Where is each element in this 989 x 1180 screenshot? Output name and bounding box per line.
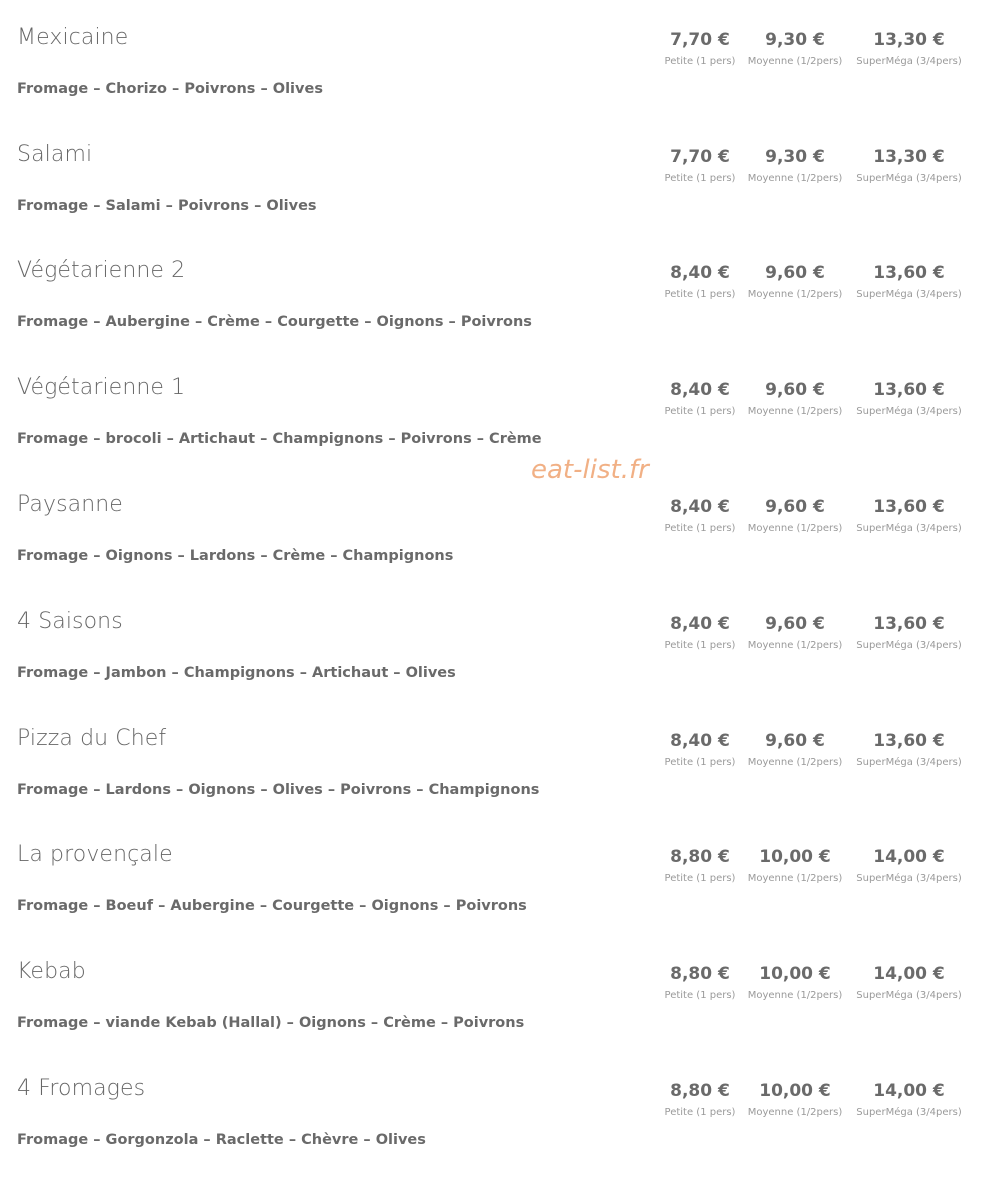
- price-value: 8,40 €: [670, 380, 730, 400]
- size-label: SuperMéga (3/4pers): [856, 757, 962, 768]
- menu-item: [0, 233, 989, 350]
- price-large: [849, 145, 969, 185]
- price-value: 13,60 €: [873, 380, 945, 400]
- item-description: Fromage – Oignons – Lardons – Crème – Champignons: [17, 548, 454, 564]
- size-label: SuperMéga (3/4pers): [856, 1107, 962, 1118]
- size-label: Moyenne (1/2pers): [747, 1107, 843, 1118]
- item-name: Végétarienne 2: [17, 258, 186, 283]
- menu-item: [0, 467, 989, 584]
- item-name: Salami: [17, 142, 93, 167]
- price-medium: [740, 145, 850, 185]
- item-name: 4 Saisons: [17, 609, 123, 634]
- size-label: Petite (1 pers): [664, 406, 736, 417]
- item-description: Fromage – viande Kebab (Hallal) – Oignons – Crème – Poivrons: [17, 1015, 525, 1031]
- price-value: 14,00 €: [873, 964, 945, 984]
- price-value: 7,70 €: [670, 147, 730, 167]
- size-label: Petite (1 pers): [664, 640, 736, 651]
- price-value: 9,30 €: [765, 30, 825, 50]
- price-value: 8,40 €: [670, 614, 730, 634]
- item-description: Fromage – Boeuf – Aubergine – Courgette – Oignons – Poivrons: [17, 898, 527, 914]
- price-value: 13,30 €: [873, 30, 945, 50]
- size-label: Petite (1 pers): [664, 523, 736, 534]
- size-label: SuperMéga (3/4pers): [856, 406, 962, 417]
- price-small: [660, 729, 740, 769]
- menu-item: [0, 584, 989, 701]
- size-label: Moyenne (1/2pers): [747, 56, 843, 67]
- size-label: Petite (1 pers): [664, 873, 736, 884]
- price-value: 9,60 €: [765, 731, 825, 751]
- menu-item: [0, 1051, 989, 1168]
- price-value: 10,00 €: [759, 847, 831, 867]
- item-description: Fromage – Aubergine – Crème – Courgette – Oignons – Poivrons: [17, 314, 532, 330]
- price-medium: [740, 28, 850, 68]
- item-description: Fromage – brocoli – Artichaut – Champignons – Poivrons – Crème: [17, 431, 542, 447]
- item-name: Kebab: [17, 959, 86, 984]
- size-label: Moyenne (1/2pers): [747, 990, 843, 1001]
- item-description: Fromage – Lardons – Oignons – Olives – Poivrons – Champignons: [17, 782, 540, 798]
- size-label: Petite (1 pers): [664, 173, 736, 184]
- price-medium: [740, 729, 850, 769]
- size-label: Moyenne (1/2pers): [747, 173, 843, 184]
- price-small: [660, 612, 740, 652]
- price-large: [849, 962, 969, 1002]
- price-small: [660, 261, 740, 301]
- price-large: [849, 495, 969, 535]
- price-value: 9,30 €: [765, 147, 825, 167]
- price-value: 8,40 €: [670, 263, 730, 283]
- menu-item: [0, 350, 989, 467]
- price-value: 13,60 €: [873, 614, 945, 634]
- price-value: 8,80 €: [670, 847, 730, 867]
- price-medium: [740, 612, 850, 652]
- size-label: Petite (1 pers): [664, 757, 736, 768]
- price-value: 13,60 €: [873, 263, 945, 283]
- price-small: [660, 1079, 740, 1119]
- item-name: Mexicaine: [17, 25, 129, 50]
- price-value: 8,80 €: [670, 964, 730, 984]
- price-value: 13,30 €: [873, 147, 945, 167]
- price-value: 13,60 €: [873, 731, 945, 751]
- menu-item: [0, 0, 989, 117]
- menu-item: [0, 117, 989, 234]
- menu-item: [0, 934, 989, 1051]
- item-name: 4 Fromages: [17, 1076, 146, 1101]
- price-large: [849, 378, 969, 418]
- price-large: [849, 261, 969, 301]
- size-label: Petite (1 pers): [664, 1107, 736, 1118]
- price-large: [849, 729, 969, 769]
- item-name: Végétarienne 1: [17, 375, 186, 400]
- price-medium: [740, 845, 850, 885]
- item-description: Fromage – Gorgonzola – Raclette – Chèvre – Olives: [17, 1132, 426, 1148]
- size-label: Moyenne (1/2pers): [747, 406, 843, 417]
- price-value: 9,60 €: [765, 614, 825, 634]
- size-label: Moyenne (1/2pers): [747, 873, 843, 884]
- price-medium: [740, 1079, 850, 1119]
- price-value: 9,60 €: [765, 380, 825, 400]
- price-small: [660, 845, 740, 885]
- price-value: 8,80 €: [670, 1081, 730, 1101]
- item-name: Pizza du Chef: [17, 726, 167, 751]
- size-label: SuperMéga (3/4pers): [856, 640, 962, 651]
- price-medium: [740, 495, 850, 535]
- price-small: [660, 28, 740, 68]
- size-label: SuperMéga (3/4pers): [856, 173, 962, 184]
- item-name: La provençale: [17, 842, 173, 867]
- item-name: Paysanne: [17, 492, 123, 517]
- price-value: 10,00 €: [759, 964, 831, 984]
- size-label: Moyenne (1/2pers): [747, 289, 843, 300]
- size-label: Petite (1 pers): [664, 56, 736, 67]
- size-label: SuperMéga (3/4pers): [856, 56, 962, 67]
- item-description: Fromage – Jambon – Champignons – Artichaut – Olives: [17, 665, 456, 681]
- price-medium: [740, 378, 850, 418]
- price-value: 13,60 €: [873, 497, 945, 517]
- size-label: Moyenne (1/2pers): [747, 523, 843, 534]
- price-value: 14,00 €: [873, 1081, 945, 1101]
- item-description: Fromage – Chorizo – Poivrons – Olives: [17, 81, 323, 97]
- watermark: eat-list.fr: [531, 455, 649, 485]
- price-medium: [740, 261, 850, 301]
- price-medium: [740, 962, 850, 1002]
- size-label: Petite (1 pers): [664, 289, 736, 300]
- size-label: Moyenne (1/2pers): [747, 640, 843, 651]
- price-large: [849, 612, 969, 652]
- size-label: Moyenne (1/2pers): [747, 757, 843, 768]
- price-value: 8,40 €: [670, 497, 730, 517]
- price-value: 9,60 €: [765, 263, 825, 283]
- price-small: [660, 145, 740, 185]
- price-value: 8,40 €: [670, 731, 730, 751]
- size-label: SuperMéga (3/4pers): [856, 523, 962, 534]
- price-value: 10,00 €: [759, 1081, 831, 1101]
- price-value: 14,00 €: [873, 847, 945, 867]
- size-label: SuperMéga (3/4pers): [856, 873, 962, 884]
- size-label: SuperMéga (3/4pers): [856, 289, 962, 300]
- price-small: [660, 962, 740, 1002]
- size-label: SuperMéga (3/4pers): [856, 990, 962, 1001]
- menu-item: [0, 701, 989, 818]
- price-value: 7,70 €: [670, 30, 730, 50]
- price-small: [660, 378, 740, 418]
- price-large: [849, 28, 969, 68]
- size-label: Petite (1 pers): [664, 990, 736, 1001]
- item-description: Fromage – Salami – Poivrons – Olives: [17, 198, 317, 214]
- price-large: [849, 1079, 969, 1119]
- price-small: [660, 495, 740, 535]
- price-large: [849, 845, 969, 885]
- menu-item: [0, 817, 989, 934]
- price-value: 9,60 €: [765, 497, 825, 517]
